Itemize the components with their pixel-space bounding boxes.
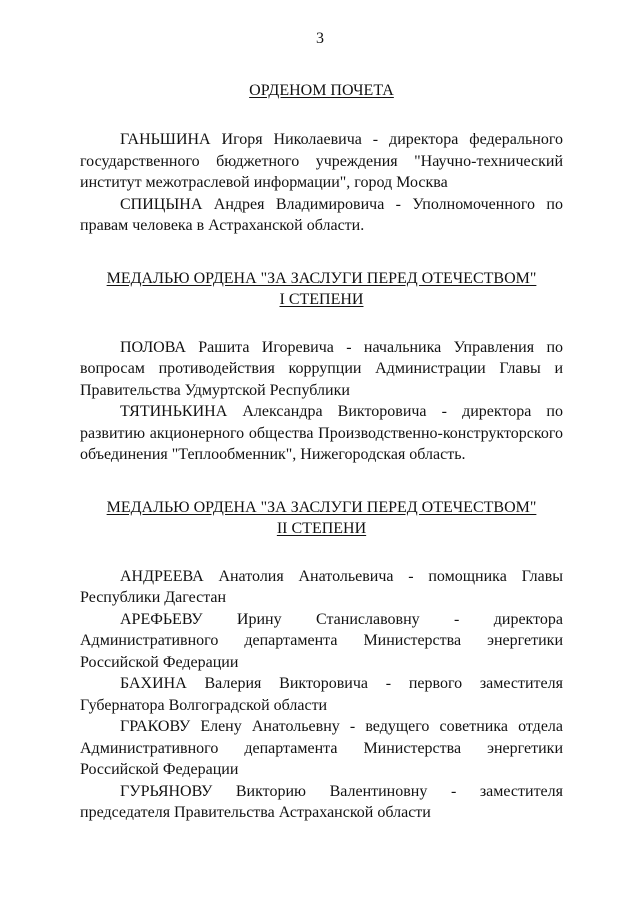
section-heading-line: МЕДАЛЬЮ ОРДЕНА "ЗА ЗАСЛУГИ ПЕРЕД ОТЕЧЕСТВОМ" bbox=[106, 269, 537, 287]
section-medal-second-degree bbox=[80, 497, 563, 824]
award-entry: АРЕФЬЕВУ Ирину Станиславовну - директора Административного департамента Министерства энергетики Российской Федерации bbox=[80, 610, 563, 671]
award-entry: ТЯТИНЬКИНА Александра Викторовича - директора по развитию акционерного общества Производственно-конструкторского объединения "Теплообменник", Нижегородская область. bbox=[80, 403, 563, 463]
award-entry: АНДРЕЕВА Анатолия Анатольевича - помощника Главы Республики Дагестан bbox=[80, 567, 563, 606]
section-heading-line: МЕДАЛЬЮ ОРДЕНА "ЗА ЗАСЛУГИ ПЕРЕД ОТЕЧЕСТВОМ" bbox=[106, 498, 537, 516]
document-body bbox=[80, 80, 563, 824]
section-medal-first-degree bbox=[80, 268, 563, 466]
section-heading bbox=[80, 497, 563, 539]
award-entry: СПИЦЫНА Андрея Владимировича - Уполномоченного по правам человека в Астраханской области. bbox=[80, 195, 563, 234]
section-heading bbox=[80, 268, 563, 310]
section-heading-degree: II СТЕПЕНИ bbox=[276, 519, 367, 537]
award-entry: ГУРЬЯНОВУ Викторию Валентиновну - заместителя председателя Правительства Астраханской области bbox=[80, 782, 563, 821]
section-heading bbox=[80, 80, 563, 101]
award-entry: ПОЛОВА Рашита Игоревича - начальника Управления по вопросам противодействия коррупции Администрации Главы и Правительства Удмуртской Республики bbox=[80, 338, 563, 399]
section-heading-line: ОРДЕНОМ ПОЧЕТА bbox=[249, 82, 394, 99]
section-order-of-honor bbox=[80, 80, 563, 237]
section-heading-degree: I СТЕПЕНИ bbox=[279, 290, 364, 308]
page-number: 3 bbox=[316, 30, 324, 47]
award-entry: БАХИНА Валерия Викторовича - первого заместителя Губернатора Волгоградской области bbox=[80, 675, 563, 714]
award-entry: ГРАКОВУ Елену Анатольевну - ведущего советника отдела Административного департамента Министерства энергетики Российской Федерации bbox=[80, 718, 563, 778]
award-entry: ГАНЬШИНА Игоря Николаевича - директора федерального государственного бюджетного учреждения "Научно-технический институт межотраслевой информации", город Москва bbox=[80, 131, 563, 191]
